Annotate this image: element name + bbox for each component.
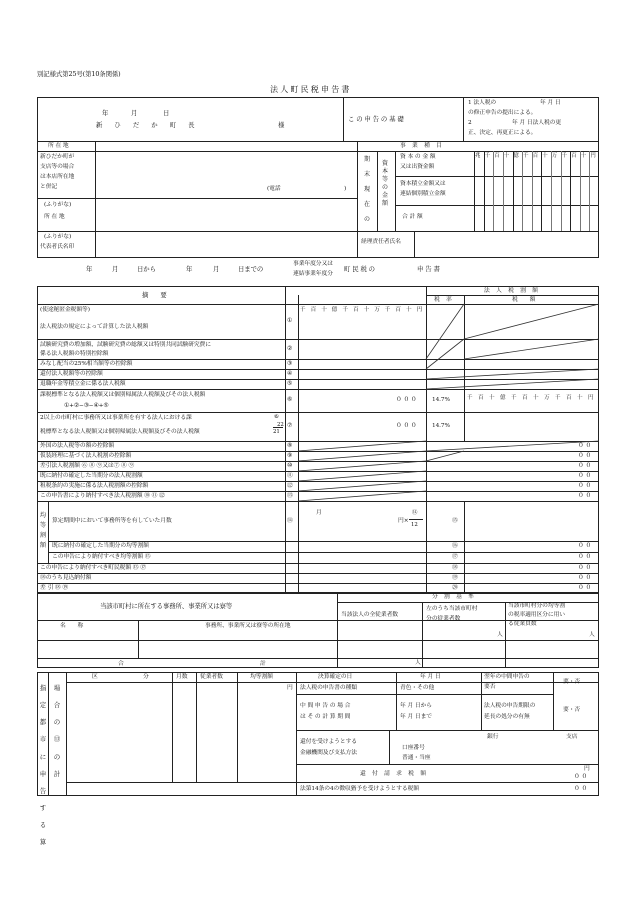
strike-line [426, 339, 464, 369]
extension-1: 法人税の申告期限の [484, 703, 536, 709]
manager-label: 経理責任者氏名 [361, 239, 401, 245]
row-number: ⑤ [287, 380, 293, 387]
strike-line [464, 304, 599, 339]
person-unit-1: 人 [497, 632, 503, 638]
row-text: 既に納付の確定した当期分の法人税割額 [40, 472, 143, 479]
row-rate: 14.7% [432, 423, 450, 429]
form-title: 法人町民税申告書 [270, 85, 352, 94]
furigana-2: (ふりがな) [44, 234, 72, 240]
kintou-row-text: 既に納付の確定した当期分の均等割額 [52, 543, 149, 549]
row-number: ③ [287, 360, 293, 367]
bottom-row-zeros: ０ ０ [578, 585, 592, 591]
phone-close: ) [344, 186, 347, 192]
representative-label: 代表者氏名印 [40, 244, 75, 250]
period-fiscal-b: 連結事業年度分 [293, 271, 333, 277]
basis-1b: 年 月 日 [540, 100, 561, 106]
total-employees-label: 当該法人の全従業者数 [341, 612, 398, 618]
furigana-1: (ふりがな) [44, 202, 72, 208]
strike-line [298, 441, 426, 451]
article14-label: 法第14条の4の徴収猶予を受けようとする税額 [300, 786, 420, 792]
date-day: 日 [163, 109, 170, 117]
strike-line [426, 304, 464, 359]
period-from: 日から [137, 265, 156, 273]
settle-value: 年 月 日 [420, 674, 441, 680]
kintou-row-zeros: ０ ０ [578, 554, 592, 560]
interim-1: 翌年の中間申告の [484, 674, 530, 680]
row-number: ⑨ [287, 452, 293, 459]
unit-label-right: 億 [500, 395, 506, 401]
row-text-2: ①+②−③−④+⑤ [64, 402, 109, 409]
kintou-row-num: ⑰ [452, 554, 458, 560]
kintou-num: ⑭ [287, 518, 293, 524]
kintou-months: 算定期間中において事務所等を有していた月数 [52, 518, 172, 524]
kintou-frac-bot: 12 [411, 522, 418, 528]
digit-unit: 百 [494, 153, 500, 159]
refund-2: 金融機関及び支払方法 [300, 750, 357, 756]
row-number: ⑬ [287, 492, 293, 499]
branch-note-3: は本店所在地 [40, 174, 75, 180]
strike-line [298, 461, 426, 471]
row-text: この申告書により納付すべき法人税割額 ⑩ ⑪ ⑫ [40, 492, 165, 499]
unit-label-right: 十 [577, 395, 583, 401]
interim-yesno: 要・否 [563, 679, 581, 685]
row-rate: 14.7% [432, 397, 450, 403]
account-1: 口座番号 [402, 745, 425, 751]
row-zeros: ０ ０ [578, 492, 592, 499]
fraction-number: 22 [277, 421, 284, 428]
kintou-yen: 円× [398, 518, 409, 524]
town-employees-1: 左のうち当該市町村 [426, 606, 478, 612]
unit-label-right: 千 [555, 395, 561, 401]
unit-label: 億 [331, 307, 338, 313]
unit-label-right: 千 [467, 395, 473, 401]
col-rate: 税 率 [434, 297, 455, 303]
strike-line [298, 481, 426, 491]
row-divider [37, 583, 599, 584]
basis-2a: 2 [468, 120, 472, 126]
row-number: ⑩ [287, 462, 293, 469]
period-to: 日までの [238, 265, 264, 273]
period-year-2: 年 [186, 265, 193, 273]
basis-2b: 年 月 日法人税の更 [512, 120, 562, 126]
refund-zeros: ０ ０ [574, 774, 588, 780]
period-month-1: 月 [112, 265, 119, 273]
row-text: みなし配当の25%相当額等の控除額 [40, 360, 133, 367]
row-zeros: ０ ０ [578, 472, 592, 479]
digit-unit: 十 [580, 153, 587, 159]
row-number: ④ [287, 370, 293, 377]
bottom-row-num: ⑲ [452, 575, 458, 581]
row-text-2: 法人税法の規定によって計算した法人税額 [40, 323, 149, 330]
row-text-2: 係る法人税額の特別控除額 [40, 351, 109, 357]
row-text: 課税標準となる法人税額又は個別帰属法人税額及びその法人税額 [40, 392, 206, 398]
col-months: 月数 [176, 674, 188, 680]
form-number: 別記様式第25号(第10条関係) [37, 70, 121, 78]
unit-label-right: 万 [544, 395, 550, 401]
kind-label: 法人税の申告書の種類 [300, 685, 357, 691]
unit-label-right: 十 [533, 395, 539, 401]
unit-label-right: 千 [511, 395, 517, 401]
period-fiscal-a: 事業年度分又は [293, 261, 333, 267]
row-number: ⑦ [287, 423, 293, 429]
unit-label-right: 百 [566, 395, 572, 401]
unit-label: 十 [406, 307, 412, 313]
side-label-outer: 指 定 都 市 に 申 告 す る 算 [39, 684, 47, 847]
branch-note-1: 新ひだか町が [40, 154, 75, 160]
digit-unit: 千 [561, 153, 567, 159]
kintou-frac-bar [409, 519, 423, 520]
col-tax: 法 人 税 割 額 [484, 288, 541, 294]
bottom-row-zeros: ０ ０ [578, 565, 592, 571]
row-text-2: 税標準となる法人税額又は個別帰属法人税額及びその法人税額 [40, 428, 200, 435]
basis-1c: の修正申告の提出による。 [468, 110, 537, 116]
addressee-suffix: 様 [278, 121, 285, 129]
interim-period-1: 中 間 申 告 の 場 合 [300, 703, 351, 709]
unit-label: 百 [353, 307, 359, 313]
digit-unit: 百 [571, 153, 577, 159]
account-2: 普通・当座 [402, 755, 431, 761]
row-zeros: ０ ０ [578, 452, 592, 459]
capital-label-1: 資 本 の 金 額 [400, 154, 436, 160]
row-number: ② [287, 345, 293, 352]
reserve-label-2: 連結個別積立金額 [400, 191, 446, 197]
side-label-inner: 場 合 の ⑬ の 計 [53, 684, 61, 778]
bottom-row-zeros: ０ ０ [578, 575, 592, 581]
bottom-row-text: 差 引 ⑱ ⑲ [40, 585, 69, 591]
kintou-frac-top: ⑭ [412, 510, 418, 516]
row-text: 租税条約の実施に係る法人税割額の控除額 [40, 482, 149, 489]
location-label-2: 所 在 地 [44, 214, 65, 220]
row-text: (使途秘匿金税額等) [40, 307, 90, 313]
digit-unit: 億 [513, 153, 519, 159]
col-ward: 区 [92, 674, 98, 680]
unit-label: 百 [310, 307, 317, 313]
bottom-row-num: ⑱ [452, 565, 458, 571]
kintou-month-unit: 月 [316, 510, 322, 516]
digit-unit: 円 [590, 153, 596, 159]
interim-from: 年 月 日から [400, 703, 432, 709]
rate-employees-3: る従業員数 [508, 621, 537, 627]
fraction-bottom: 21 [273, 428, 280, 435]
col-amount: 税 額 [512, 297, 541, 303]
extension-2: 延長の処分の有無 [484, 714, 530, 720]
col-kintou: 均等割額 [250, 674, 273, 680]
unit-label: 千 [342, 307, 348, 313]
unit-label: 十 [363, 307, 370, 313]
row-zeros: ０ ０ [578, 482, 592, 489]
refund-yen: 円 [584, 766, 590, 772]
digit-unit: 兆 [475, 153, 481, 159]
branch-label: 支店 [566, 734, 578, 740]
digit-unit: 万 [551, 153, 558, 159]
col-summary: 摘 要 [142, 291, 172, 299]
strike-line [464, 339, 599, 359]
row-divider [48, 541, 599, 542]
strike-line [298, 451, 426, 461]
bottom-row-text: ⑱のうち見込納付額 [40, 575, 92, 581]
unit-label-right: 百 [478, 395, 484, 401]
row-divider [37, 573, 599, 574]
row-text: 試験研究費の増加額、試験研究費の総額又は特別共同試験研究費に [40, 342, 211, 348]
branch-note-2: 支店等の場合 [40, 164, 75, 170]
reserve-label-1: 資本積立金額又は [400, 181, 446, 187]
interim-2: 要否 [484, 684, 496, 690]
row-zeros: ０ ０ [578, 462, 592, 469]
digit-unit: 千 [484, 153, 490, 159]
kintou-row-text: この申告により納付すべき均等割額 ⑮ [52, 554, 151, 560]
period-end-label-b: 資 本 等 の 金 額 [381, 160, 388, 208]
period-report: 申 告 書 [417, 265, 440, 273]
distribution-label: 当該市町村に所在する事務所、事業所又は寮等 [100, 602, 233, 610]
digit-unit: 十 [542, 153, 548, 159]
date-year: 年 [102, 109, 109, 117]
row-zeros: ０ ０ ０ [396, 397, 417, 403]
basis-label: こ の 申 告 の 基 礎 [348, 115, 404, 123]
unit-label: 千 [300, 307, 306, 313]
strike-line [426, 451, 464, 461]
kintou-result: ⑮ [452, 518, 458, 524]
digit-unit: 十 [503, 153, 510, 159]
digit-unit: 百 [532, 153, 538, 159]
kind-value: 青色・その他 [400, 685, 435, 691]
row-number: ⑧ [287, 442, 293, 449]
branch-note-4: と併記 [40, 184, 58, 190]
period-end-label-a: 期 末 現 在 の [363, 156, 370, 223]
unit-label-right: 十 [489, 395, 495, 401]
refund-1: 還付を受けようとする [300, 739, 357, 745]
address-col: 事務所、事業所又は寮等の所在地 [205, 623, 291, 629]
row-text: 還付法人税額等の控除額 [40, 370, 103, 377]
location-label: 所 在 地 [48, 143, 69, 149]
kintou-divider-right [464, 501, 465, 593]
article14-zeros: ０ ０ [574, 786, 588, 792]
town-employees-2: 分の従業者数 [426, 616, 461, 622]
person-unit-3: 人 [415, 660, 421, 666]
interim-period-2: は そ の 計 算 期 間 [300, 714, 351, 720]
yen-unit: 円 [287, 685, 293, 691]
refund-amount-label: 還 付 請 求 税 額 [360, 771, 429, 777]
unit-label: 万 [374, 307, 380, 313]
strike-line [426, 441, 599, 451]
row-divider [48, 552, 599, 553]
person-unit-2: 人 [589, 632, 595, 638]
date-month: 月 [131, 109, 138, 117]
capital-label-2: 又は出資金額 [400, 164, 435, 170]
unit-label-right: 円 [588, 395, 594, 401]
unit-label: 百 [395, 307, 401, 313]
total-label: 合 計 額 [402, 214, 423, 220]
row-text: 仮装経理に基づく法人税割の控除額 [40, 452, 132, 459]
strike-line [298, 491, 426, 501]
row-number: ① [287, 318, 293, 324]
period-tax: 町 民 税 の [344, 265, 375, 273]
interim-to: 年 月 日まで [400, 714, 432, 720]
kintou-row-num: ⑯ [452, 543, 458, 549]
row-zeros: ０ ０ ０ [396, 423, 417, 429]
rate-employees-2: の税率適用区分に用い [508, 612, 565, 618]
basis-1a: 1 法人税の [468, 100, 497, 106]
bottom-row-text: この申告により納付すべき町民税額 ⑬ ⑰ [40, 565, 146, 571]
row-zeros: ０ ０ [578, 442, 592, 449]
total-label-dist-b: 計 [260, 661, 266, 667]
strike-line [426, 369, 599, 379]
bank-label: 銀行 [487, 734, 499, 740]
basis-2c: 正、決定、再更正による。 [468, 130, 537, 136]
business-type-label: 事 業 種 目 [400, 143, 445, 149]
col-employees: 従業者数 [200, 674, 223, 680]
row-number: ⑥ [287, 397, 293, 403]
bottom-row-num: ⑳ [452, 585, 458, 591]
row-divider [37, 563, 599, 564]
extension-yesno: 要・否 [563, 707, 581, 713]
row-text: 退職年金等積立金に係る法人税額 [40, 380, 126, 387]
row-number: ⑫ [287, 482, 293, 489]
phone-label: (電話 [267, 186, 281, 192]
addressee: 新 ひ だ か 町 長 [96, 121, 200, 129]
strike-line [426, 379, 599, 389]
total-label-dist-a: 合 [118, 661, 124, 667]
unit-label: 千 [384, 307, 391, 313]
row-text: 2以上の市町村に事務所又は事業所を有する法人における課 [40, 415, 192, 421]
row-number: ⑪ [287, 472, 293, 479]
period-year-1: 年 [86, 265, 93, 273]
rate-employees-1: 当該市町村分の均等割 [508, 603, 565, 609]
period-month-2: 月 [213, 265, 220, 273]
kintou-divider [48, 501, 49, 563]
unit-label: 十 [321, 307, 327, 313]
col-div: 分 [143, 674, 149, 680]
unit-label-right: 百 [522, 395, 528, 401]
unit-label: 円 [416, 307, 423, 313]
fraction-top: ⑥ [274, 414, 279, 420]
row-text: 外国の法人税等の額の控除額 [40, 442, 115, 449]
digit-unit: 千 [523, 153, 529, 159]
row-text: 差引法人税割額 ⑥ ⑧ ⑨又は⑦ ⑧ ⑨ [40, 462, 135, 469]
kintou-row-zeros: ０ ０ [578, 543, 592, 549]
strike-line [298, 471, 426, 481]
settle-label: 決算確定の日 [318, 674, 353, 680]
kintou-label: 均 等 割 額 [39, 512, 47, 549]
name-col: 名 称 [60, 623, 89, 629]
basis-header: 分 割 基 準 [432, 594, 477, 600]
